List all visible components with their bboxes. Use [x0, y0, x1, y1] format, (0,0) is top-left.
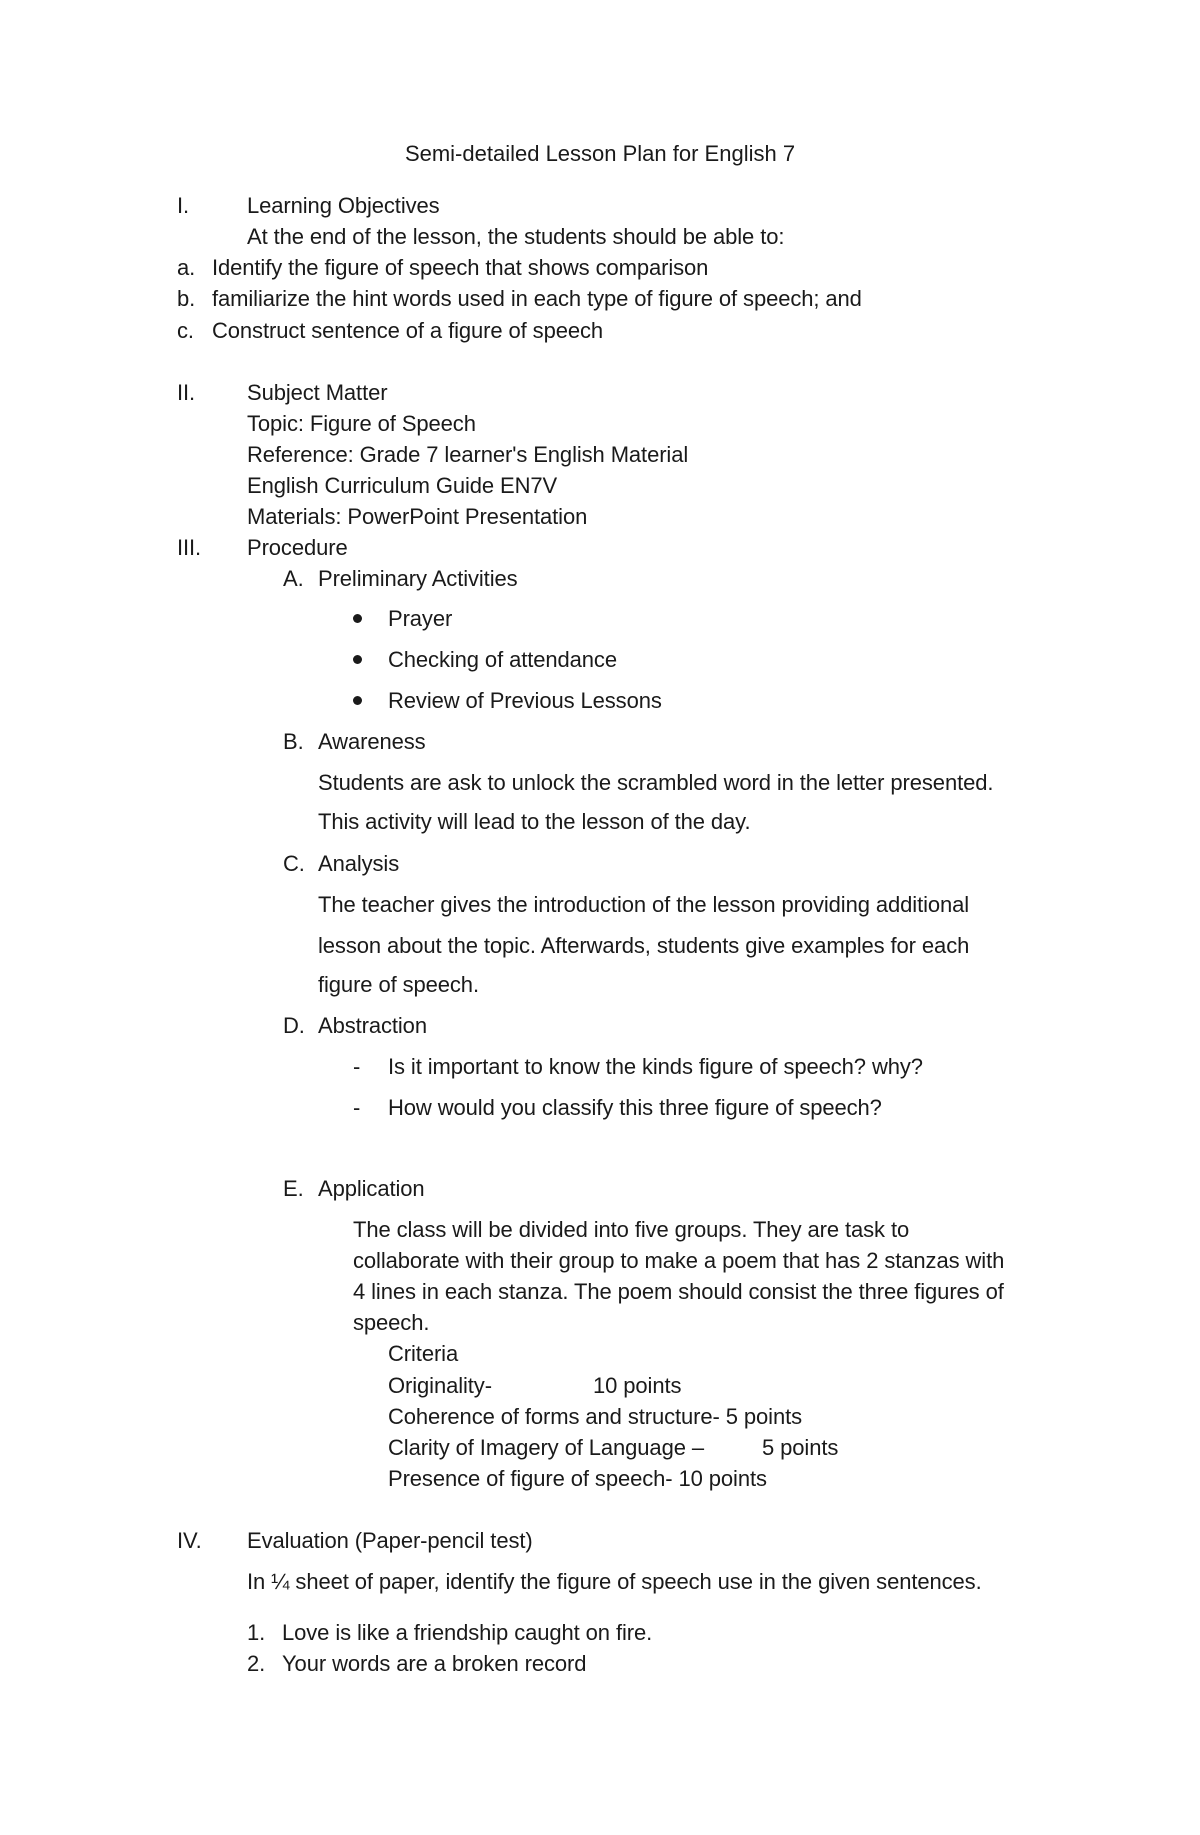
section-numeral-evaluation: IV. — [177, 1528, 202, 1553]
subsection-marker-a: A. — [283, 566, 304, 591]
application-line: The class will be divided into five groups. They are task to — [353, 1217, 910, 1242]
subsection-heading-awareness: Awareness — [318, 729, 426, 754]
subject-matter-line: Reference: Grade 7 learner's English Material — [247, 442, 689, 467]
objective-marker: a. — [177, 255, 196, 280]
section-heading-objectives: Learning Objectives — [247, 193, 440, 218]
criteria-label: Clarity of Imagery of Language – — [388, 1435, 704, 1460]
section-heading-subject-matter: Subject Matter — [247, 380, 388, 405]
bullet-icon — [353, 614, 362, 623]
criteria-heading: Criteria — [388, 1341, 459, 1366]
evaluation-item: Your words are a broken record — [282, 1651, 587, 1676]
evaluation-marker: 1. — [247, 1620, 266, 1645]
criteria-points: 5 points — [762, 1435, 839, 1460]
section-numeral-procedure: III. — [177, 535, 202, 560]
subsection-heading-abstraction: Abstraction — [318, 1013, 427, 1038]
objective-item: Identify the figure of speech that shows comparison — [212, 255, 709, 280]
subsection-heading-application: Application — [318, 1176, 425, 1201]
document-title: Semi-detailed Lesson Plan for English 7 — [404, 141, 796, 166]
analysis-line: figure of speech. — [318, 972, 479, 997]
awareness-line: Students are ask to unlock the scrambled word in the letter presented. — [318, 770, 994, 795]
criteria-label: Originality- — [388, 1373, 492, 1398]
subject-matter-line: Topic: Figure of Speech — [247, 411, 476, 436]
section-numeral-subject-matter: II. — [177, 380, 196, 405]
section-heading-evaluation: Evaluation (Paper-pencil test) — [247, 1528, 533, 1553]
criteria-label: Presence of figure of speech- 10 points — [388, 1466, 767, 1491]
preliminary-activity: Checking of attendance — [388, 647, 617, 672]
subject-matter-line: Materials: PowerPoint Presentation — [247, 504, 588, 529]
dash-marker: - — [353, 1054, 361, 1079]
evaluation-item: Love is like a friendship caught on fire. — [282, 1620, 653, 1645]
subsection-marker-b: B. — [283, 729, 304, 754]
application-line: 4 lines in each stanza. The poem should consist the three figures of — [353, 1279, 1004, 1304]
subject-matter-line: English Curriculum Guide EN7V — [247, 473, 558, 498]
criteria-label: Coherence of forms and structure- 5 points — [388, 1404, 803, 1429]
bullet-icon — [353, 655, 362, 664]
analysis-line: The teacher gives the introduction of the lesson providing additional — [318, 892, 970, 917]
subsection-marker-d: D. — [283, 1013, 305, 1038]
subsection-heading-preliminary: Preliminary Activities — [318, 566, 518, 591]
application-line: speech. — [353, 1310, 430, 1335]
subsection-heading-analysis: Analysis — [318, 851, 400, 876]
subsection-marker-c: C. — [283, 851, 305, 876]
abstraction-question: How would you classify this three figure of speech? — [388, 1095, 882, 1120]
application-line: collaborate with their group to make a poem that has 2 stanzas with — [353, 1248, 1005, 1273]
objectives-intro: At the end of the lesson, the students should be able to: — [247, 224, 785, 249]
section-heading-procedure: Procedure — [247, 535, 348, 560]
objective-marker: c. — [177, 318, 194, 343]
objective-item: familiarize the hint words used in each type of figure of speech; and — [212, 286, 862, 311]
objective-item: Construct sentence of a figure of speech — [212, 318, 604, 343]
criteria-points: 10 points — [593, 1373, 682, 1398]
bullet-icon — [353, 696, 362, 705]
awareness-line: This activity will lead to the lesson of the day. — [318, 809, 751, 834]
dash-marker: - — [353, 1095, 361, 1120]
subsection-marker-e: E. — [283, 1176, 304, 1201]
evaluation-intro: In ¼ sheet of paper, identify the figure of speech use in the given sentences. — [247, 1569, 982, 1594]
objective-marker: b. — [177, 286, 196, 311]
abstraction-question: Is it important to know the kinds figure of speech? why? — [388, 1054, 923, 1079]
preliminary-activity: Prayer — [388, 606, 453, 631]
preliminary-activity: Review of Previous Lessons — [388, 688, 662, 713]
section-numeral-objectives: I. — [177, 193, 190, 218]
evaluation-marker: 2. — [247, 1651, 266, 1676]
analysis-line: lesson about the topic. Afterwards, students give examples for each — [318, 933, 970, 958]
